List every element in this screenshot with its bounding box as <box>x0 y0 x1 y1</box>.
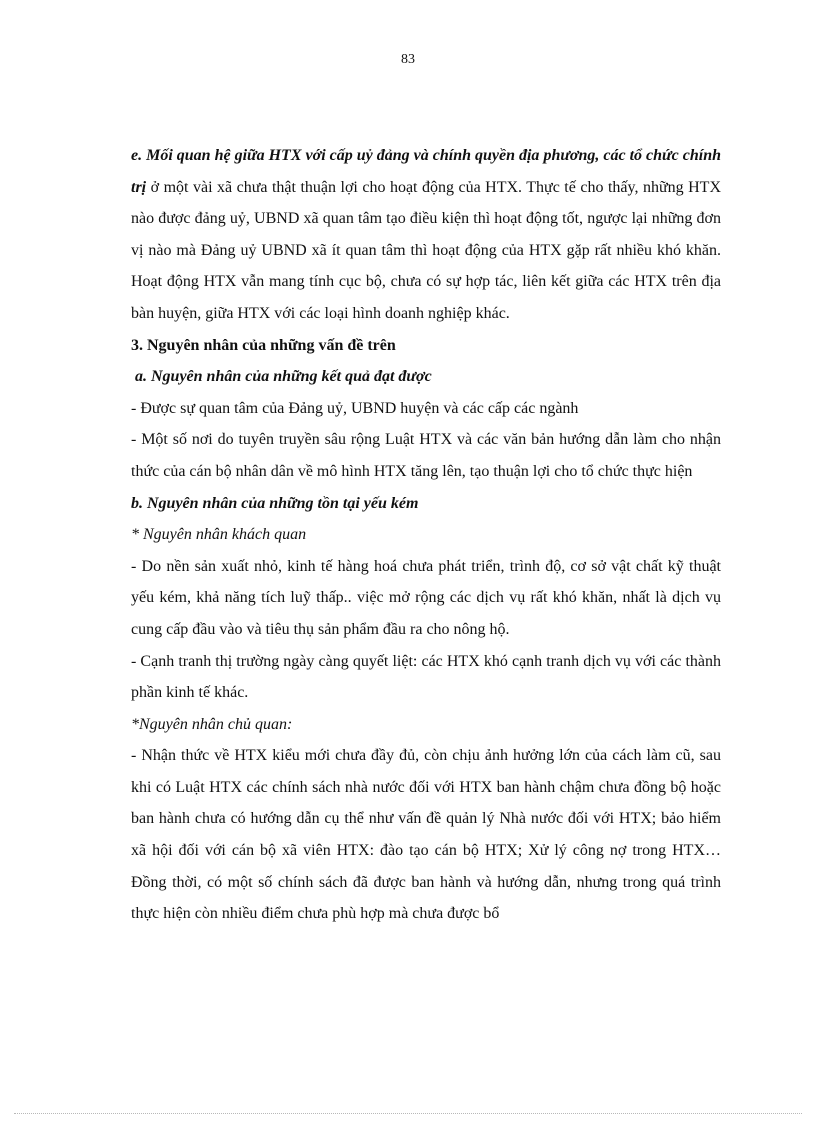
list-item-a-2: - Một số nơi do tuyên truyền sâu rộng Luật HTX và các văn bản hướng dẫn làm cho nhận thức của cán bộ nhân dân về mô hình HTX tăng lên, tạo thuận lợi cho tổ chức thực hiện <box>131 431 721 480</box>
paragraph-e-lead: e. Mối quan hệ giữa HTX với cấp uỷ đảng và chính quyền địa phương, các tổ chức chính trị <box>131 147 721 196</box>
list-item-a-1: - Được sự quan tâm của Đảng uỷ, UBND huyện và các cấp các ngành <box>131 399 579 417</box>
heading-section-3: 3. Nguyên nhân của những vấn đề trên <box>131 336 396 354</box>
list-item-objective-1: - Do nền sản xuất nhỏ, kinh tế hàng hoá chưa phát triển, trình độ, cơ sở vật chất kỹ thuật yếu kém, khả năng tích luỹ thấp.. việc mở rộng các dịch vụ rất khó khăn, nhất là dịch vụ cung cấp đầu vào và tiêu thụ sản phẩm đầu ra cho nông hộ. <box>131 557 721 638</box>
paragraph-e <box>131 140 721 330</box>
page-number: 83 <box>401 52 415 67</box>
paragraph-e-body: ở một vài xã chưa thật thuận lợi cho hoạt động của HTX. Thực tế cho thấy, những HTX nào được đảng uỷ, UBND xã quan tâm tạo điều kiện thì hoạt động tốt, ngược lại những đơn vị nào mà Đảng uỷ UBND xã ít quan tâm thì hoạt động của HTX gặp rất nhiều khó khăn. Hoạt động HTX vẫn mang tính cục bộ, chưa có sự hợp tác, liên kết giữa các HTX trên địa bàn huyện, giữa HTX với các loại hình doanh nghiệp khác. <box>131 178 721 322</box>
subheading-subjective-causes: *Nguyên nhân chủ quan: <box>131 715 293 733</box>
heading-subsection-a: a. Nguyên nhân của những kết quả đạt được <box>135 368 432 386</box>
list-item-subjective-1: - Nhận thức về HTX kiểu mới chưa đầy đủ, còn chịu ảnh hưởng lớn của cách làm cũ, sau khi có Luật HTX các chính sách nhà nước đối với HTX ban hành chậm chưa đồng bộ hoặc ban hành chưa có hướng dẫn cụ thể như vấn đề quản lý Nhà nước đối với HTX; bảo hiểm xã hội đối với cán bộ xã viên HTX: đào tạo cán bộ HTX; Xử lý công nợ trong HTX… Đồng thời, có một số chính sách đã được ban hành và hướng dẫn, nhưng trong quá trình thực hiện còn nhiều điểm chưa phù hợp mà chưa được bổ <box>131 747 721 923</box>
list-item-objective-2: - Cạnh tranh thị trường ngày càng quyết liệt: các HTX khó cạnh tranh dịch vụ với các thành phần kinh tế khác. <box>131 652 721 702</box>
heading-subsection-b: b. Nguyên nhân của những tồn tại yếu kém <box>131 494 419 512</box>
subheading-objective-causes: * Nguyên nhân khách quan <box>131 526 307 544</box>
page-bottom-divider <box>14 1113 802 1114</box>
document-body <box>131 140 721 930</box>
